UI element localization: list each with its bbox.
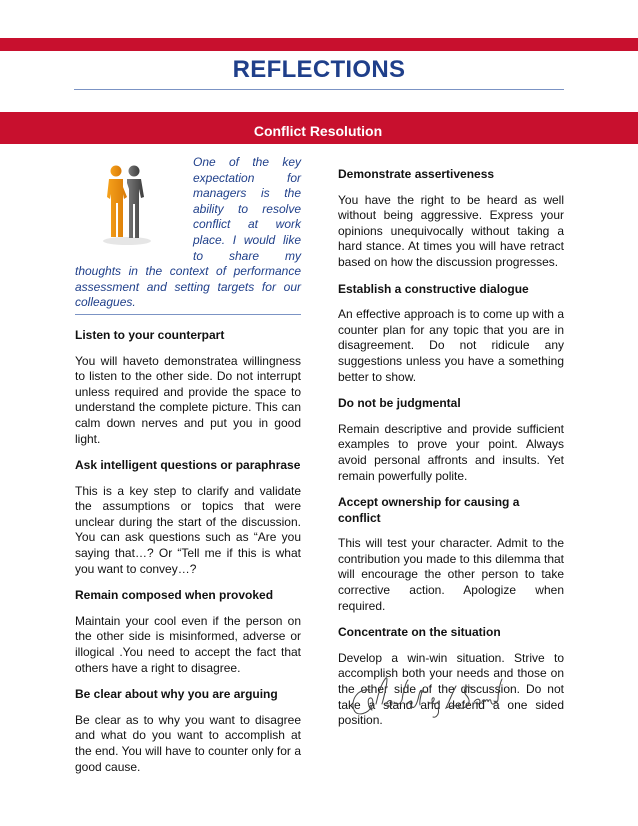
section-heading: Demonstrate assertiveness [338, 167, 495, 181]
section-heading: Be clear about why you are arguing [75, 687, 278, 702]
section-heading: Establish a constructive dialogue [338, 281, 529, 296]
section-title: Conflict Resolution [253, 123, 383, 139]
section-heading: Ask intelligent questions or paraphrase [75, 458, 301, 473]
section-heading: Accept ownership for causing a conflict [338, 495, 520, 525]
intro-divider [75, 314, 301, 315]
section-body: Remain descriptive and provide sufficient examples to prove your point. Always avoid personal affronts and insults. Yet remain powerfully polite. [338, 421, 564, 483]
section-body: Maintain your cool even if the person on the other side is misinformed, adverse or illogical .You need to accept the fact that others have a right to disagree. [75, 613, 301, 675]
top-red-band [0, 38, 638, 51]
section-body: This is a key step to clarify and validate the assumptions or topics that were unclear during the start of the discussion. You can ask questions such as “Are you saying that…? Or “Tell me if this is what you want to convey…? [75, 483, 301, 576]
page-title: REFLECTIONS [232, 56, 406, 83]
section-heading: Do not be judgmental [338, 396, 461, 411]
section-body: This will test your character. Admit to the contribution you made to this dilemma that will encourage the other person to take corrective action. Apologize when required. [338, 536, 564, 613]
section-heading: Listen to your counterpart [75, 327, 225, 342]
section-body: Develop a win-win situation. Strive to accomplish both your needs and those on the other side of the discussion. Do not take a stand and defend a one sided position. [338, 650, 564, 728]
section-body: Be clear as to why you want to disagree and what do you want to accomplish at the end. You will have to counter only for a good cause. [75, 712, 301, 774]
section-body: An effective approach is to come up with a counter plan for any topic that you are in disagreement. Do not ridicule any suggestions unless you have a something better to show. [338, 307, 564, 384]
intro-text: One of the key expectation for managers is the ability to resolve conflict at work place. I would like to share my thoughts in the context of performance assessment and setting targets for our colleagues. [75, 155, 301, 310]
title-divider [74, 89, 564, 90]
two-people-figures-icon [75, 155, 193, 249]
section-body: You will haveto demonstratea willingness to listen to the other side. Do not interrupt unless required and provide the space to understand the complete picture. This can calm down nerves and put you in good light. [75, 353, 301, 446]
handwritten-signature [348, 676, 504, 722]
section-heading: Concentrate on the situation [338, 625, 501, 640]
section-body: You have the right to be heard as well without being aggressive. Express your opinions unequivocally without taking a hard stance. At times you will have retract based on how the discussion progresses. [338, 192, 564, 269]
left-column [75, 155, 301, 775]
right-column [338, 167, 564, 729]
section-heading: Remain composed when provoked [75, 588, 274, 603]
